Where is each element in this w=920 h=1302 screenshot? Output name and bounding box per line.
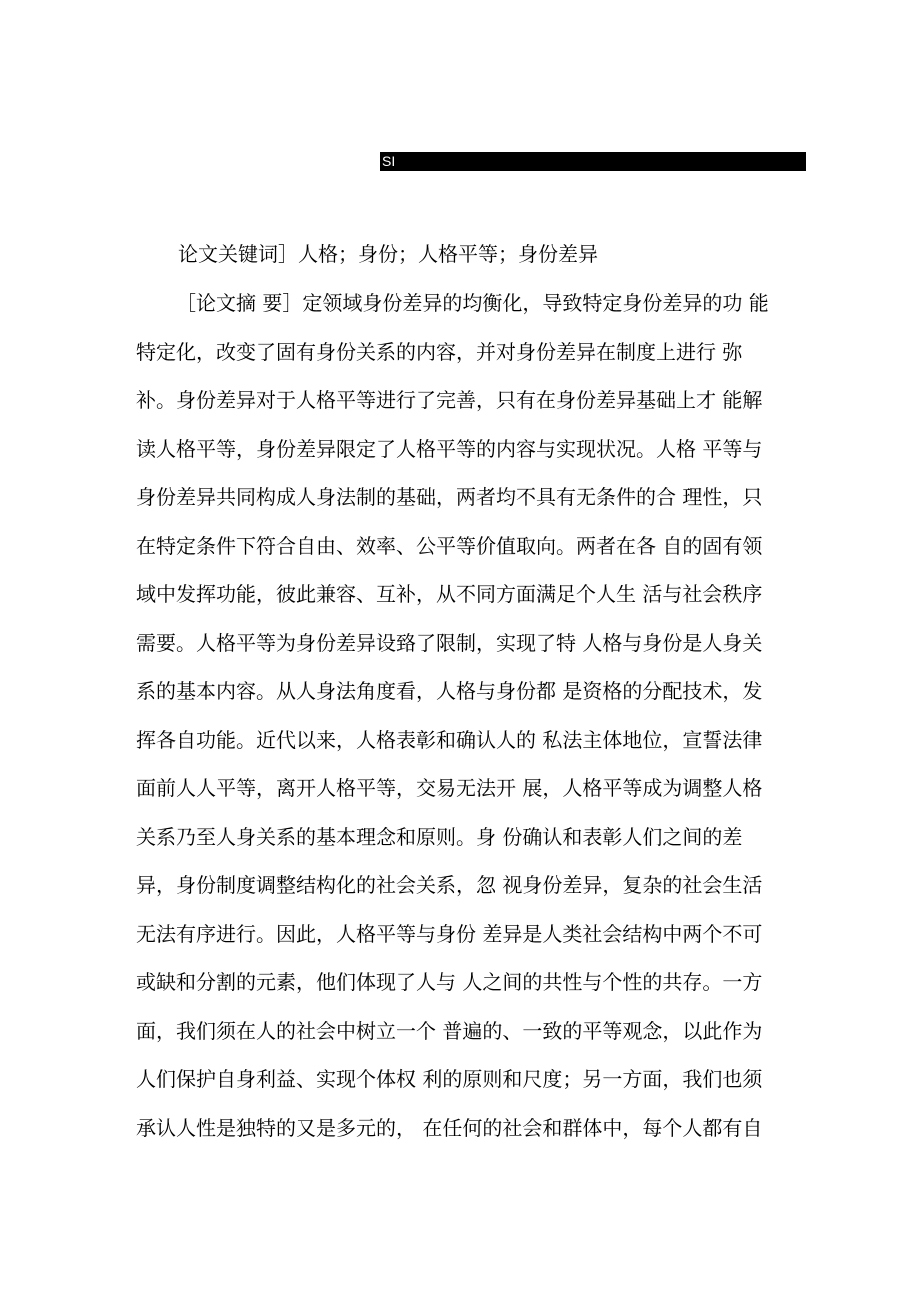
abstract-line-11: 面前人人平等，离开人格平等，交易无法开 展，人格平等成为调整人格 [136, 776, 763, 800]
abstract-line-4: 读人格平等，身份差异限定了人格平等的内容与实现状况。人格 平等与 [136, 437, 763, 461]
abstract-line-18: 承认人性是独特的又是多元的， 在任何的社会和群体中，每个人都有自 [136, 1116, 763, 1140]
abstract-line-15: 或缺和分割的元素，他们体现了人与 人之间的共性与个性的共存。一方 [136, 970, 763, 994]
abstract-line-17: 人们保护自身利益、实现个体权 利的原则和尺度；另一方面，我们也须 [136, 1067, 763, 1091]
abstract-line-6: 在特定条件下符合自由、效率、公平等价值取向。两者在各 自的固有领 [136, 534, 763, 558]
header-bar [380, 152, 806, 171]
abstract-line-14: 无法有序进行。因此，人格平等与身份 差异是人类社会结构中两个不可 [136, 922, 763, 946]
abstract-line-8: 需要。人格平等为身份差异设臵了限制，实现了特 人格与身份是人身关 [136, 631, 763, 655]
abstract-line-9: 系的基本内容。从人身法角度看，人格与身份都 是资格的分配技术，发 [136, 679, 763, 703]
abstract-line-10: 挥各自功能。近代以来，人格表彰和确认人的 私法主体地位，宣誓法律 [136, 728, 763, 752]
header-bar-label: SI [382, 153, 396, 169]
abstract-line-13: 异，身份制度调整结构化的社会关系，忽 视身份差异，复杂的社会生活 [136, 873, 763, 897]
abstract-line-16: 面，我们须在人的社会中树立一个 普遍的、一致的平等观念，以此作为 [136, 1019, 763, 1043]
abstract-line-3: 补。身份差异对于人格平等进行了完善，只有在身份差异基础上才 能解 [136, 388, 763, 412]
abstract-line-5: 身份差异共同构成人身法制的基础，两者均不具有无条件的合 理性，只 [136, 485, 763, 509]
abstract-line-2: 特定化，改变了固有身份关系的内容，并对身份差异在制度上进行 弥 [136, 340, 743, 364]
abstract-line-1: ［论文摘 要］定领域身份差异的均衡化，导致特定身份差异的功 能 [176, 291, 769, 315]
abstract-line-12: 关系乃至人身关系的基本理念和原则。身 份确认和表彰人们之间的差 [136, 825, 743, 849]
keywords-line: 论文关键词］人格；身份；人格平等；身份差异 [178, 242, 598, 266]
abstract-line-7: 域中发挥功能，彼此兼容、互补，从不同方面满足个人生 活与社会秩序 [136, 582, 763, 606]
